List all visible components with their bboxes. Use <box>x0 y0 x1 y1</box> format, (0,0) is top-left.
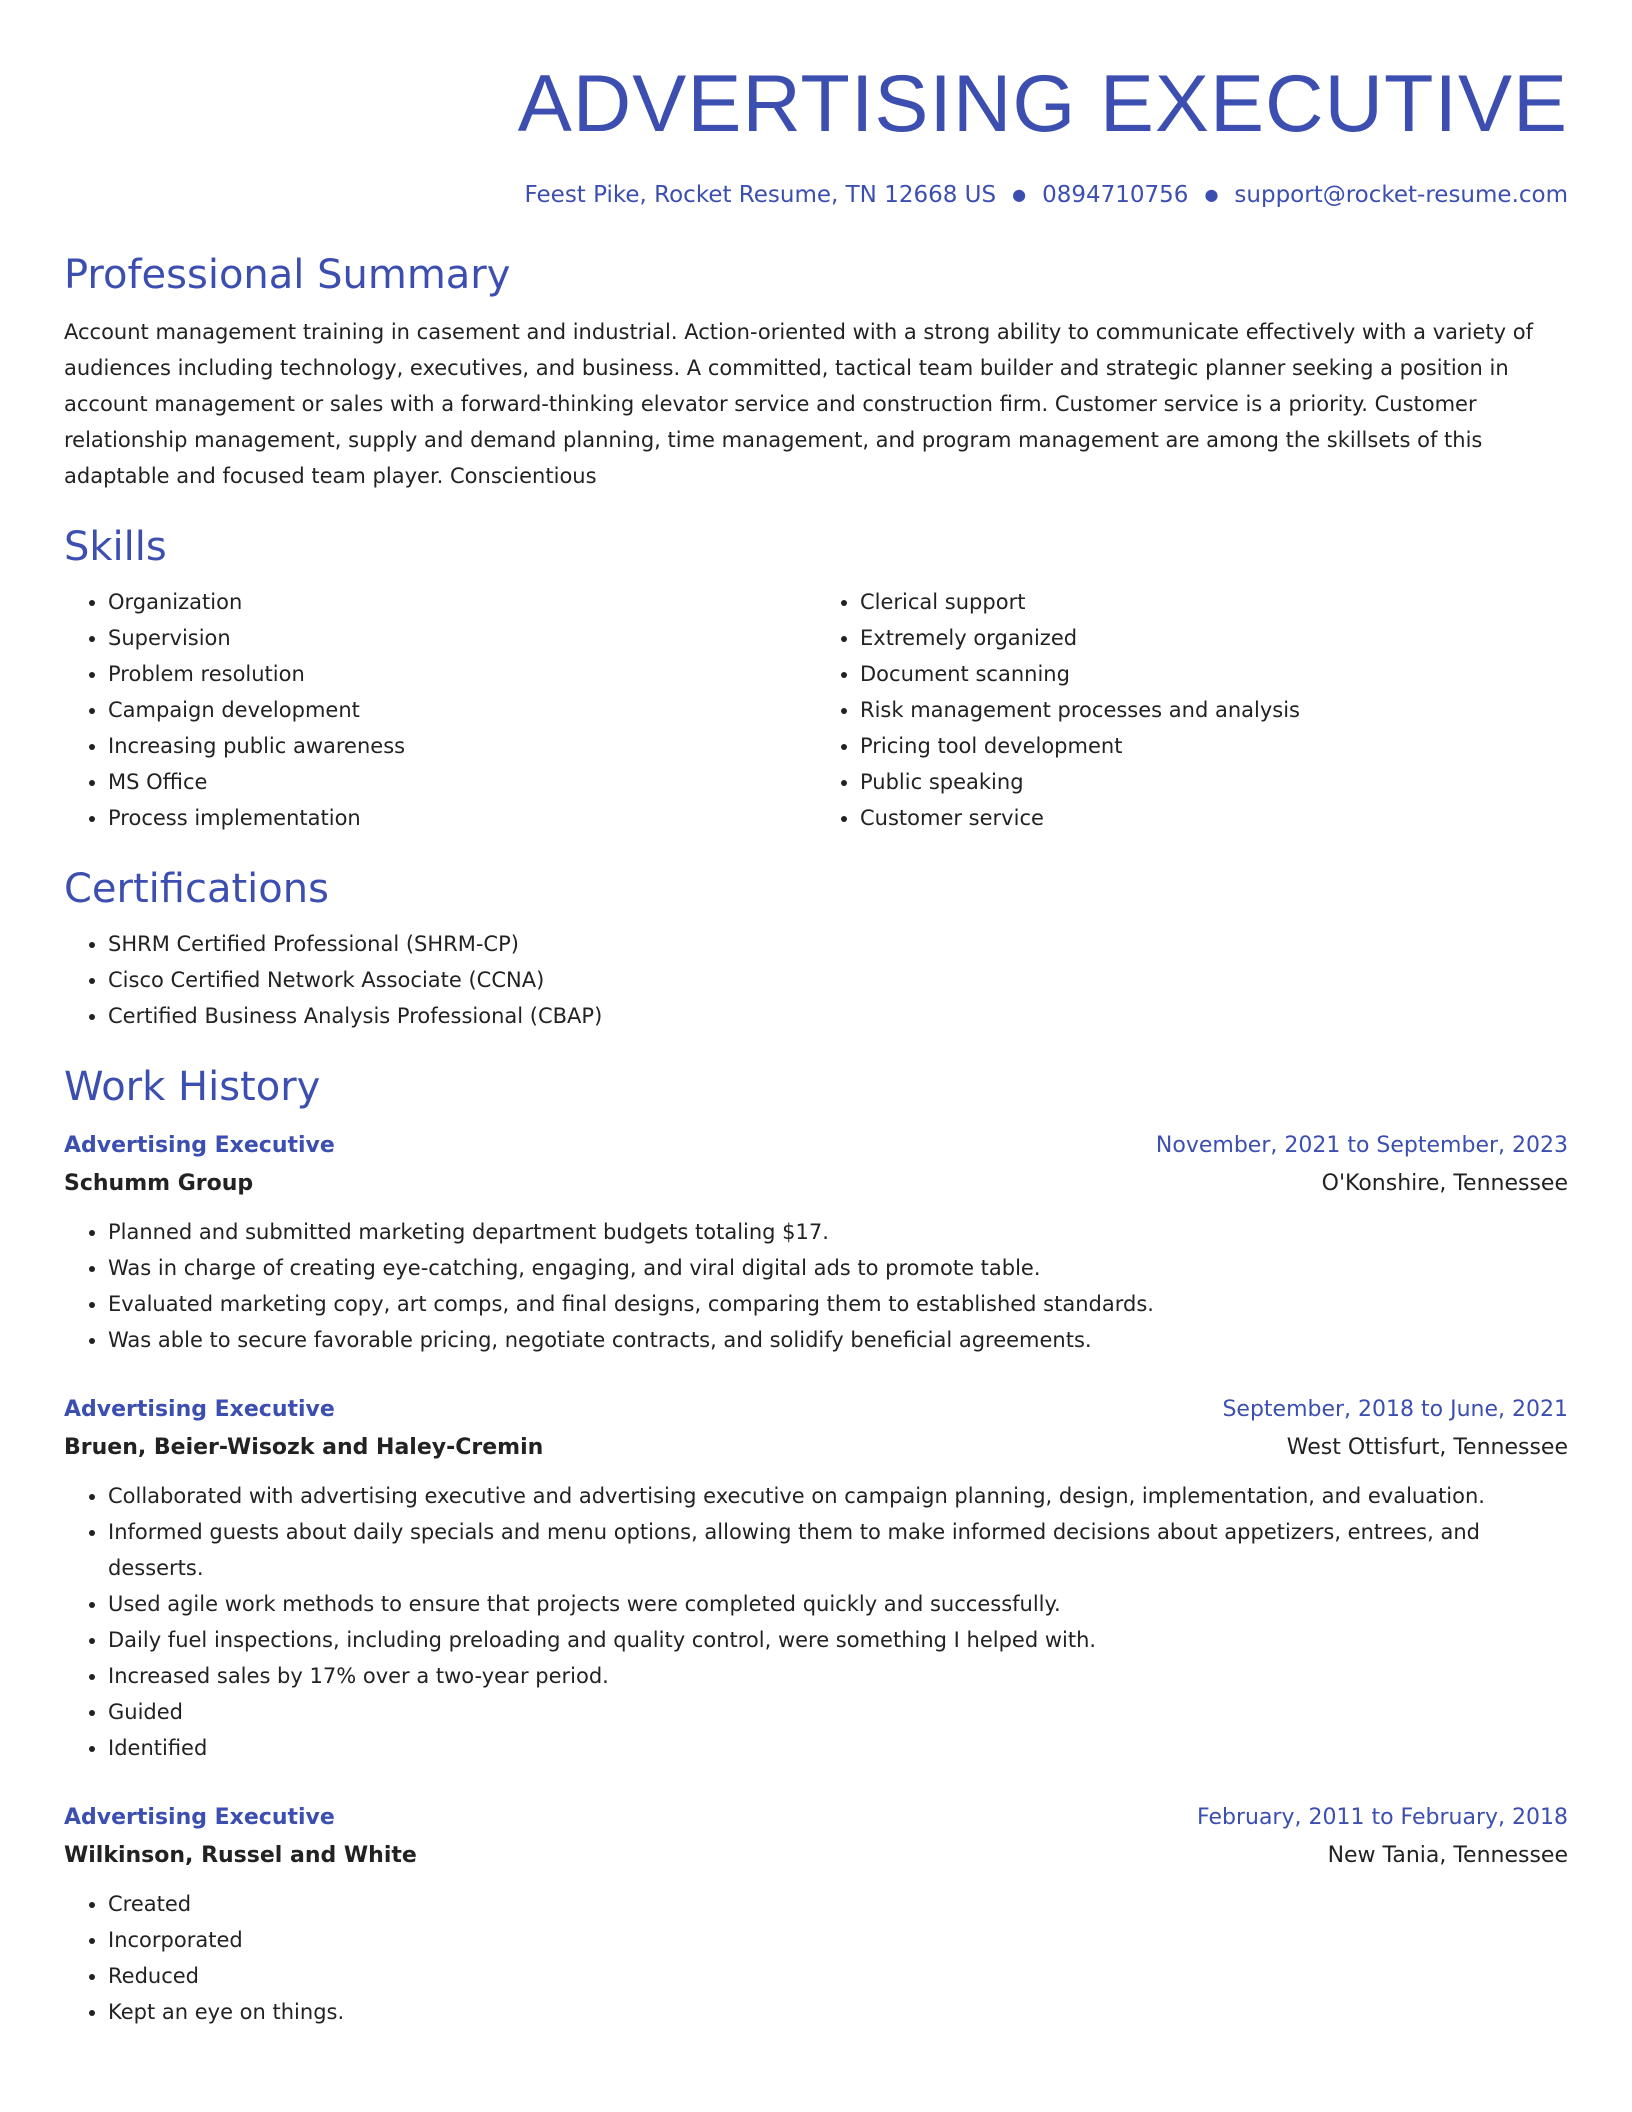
job-company-row <box>64 1836 1568 1876</box>
job-location: New Tania, Tennessee <box>1327 1843 1568 1868</box>
job-title: Advertising Executive <box>64 1805 335 1830</box>
resume-page <box>64 0 1568 2030</box>
job-bullet: • Informed guests about daily specials and menu options, allowing them to make informed decisions about appetizers, entrees, and desserts. <box>108 1514 1568 1586</box>
skill-item: • Pricing tool development <box>860 728 1568 764</box>
job-location: O'Konshire, Tennessee <box>1321 1171 1568 1196</box>
job-bullet: • Used agile work methods to ensure that projects were completed quickly and successfully. <box>108 1586 1568 1622</box>
contact-email: support@rocket-resume.com <box>1234 182 1568 208</box>
section-title-skills: Skills <box>64 524 167 570</box>
job-dates: September, 2018 to June, 2021 <box>1222 1397 1568 1422</box>
contact-phone: 0894710756 <box>1042 182 1189 208</box>
job-bullets <box>64 1214 1568 1358</box>
certification-item: • SHRM Certified Professional (SHRM-CP) <box>108 926 1568 962</box>
skill-item: • Campaign development <box>108 692 816 728</box>
job-dates: November, 2021 to September, 2023 <box>1155 1133 1568 1158</box>
job-company: Bruen, Beier-Wisozk and Haley-Cremin <box>64 1435 544 1460</box>
skill-item: • Customer service <box>860 800 1568 836</box>
job-dates: February, 2011 to February, 2018 <box>1197 1805 1568 1830</box>
job-bullet: • Planned and submitted marketing department budgets totaling $17. <box>108 1214 1568 1250</box>
job-entry <box>64 1800 1568 2030</box>
certification-item: • Certified Business Analysis Professional (CBAP) <box>108 998 1568 1034</box>
job-company-row <box>64 1428 1568 1468</box>
job-bullet: • Incorporated <box>108 1922 1568 1958</box>
contact-address: Feest Pike, Rocket Resume, TN 12668 US <box>524 182 997 208</box>
certification-item: • Cisco Certified Network Associate (CCNA) <box>108 962 1568 998</box>
job-header-row <box>64 1392 1568 1428</box>
job-entry <box>64 1128 1568 1358</box>
job-bullet: • Daily fuel inspections, including preloading and quality control, were something I helped with. <box>108 1622 1568 1658</box>
skill-item: • Extremely organized <box>860 620 1568 656</box>
skills-list-left <box>64 584 816 836</box>
job-title: Advertising Executive <box>64 1133 335 1158</box>
section-title-summary: Professional Summary <box>64 252 511 298</box>
skill-item: • Public speaking <box>860 764 1568 800</box>
skill-item: • Clerical support <box>860 584 1568 620</box>
job-bullet: • Created <box>108 1886 1568 1922</box>
job-entry <box>64 1392 1568 1766</box>
skill-item: • Increasing public awareness <box>108 728 816 764</box>
summary-text: Account management training in casement and industrial. Action-oriented with a strong ability to communicate effectively with a variety of audiences including technology, executives, and business. A committed, tactical team builder and strategic planner seeking a position in account management or sales with a forward-thinking elevator service and construction firm. Customer service is a priority. Customer relationship management, supply and demand planning, time management, and program management are among the skillsets of this adaptable and focused team player. Conscientious <box>64 320 1533 488</box>
job-company: Wilkinson, Russel and White <box>64 1843 417 1868</box>
skill-item: • Risk management processes and analysis <box>860 692 1568 728</box>
candidate-name: ADVERTISING EXECUTIVE <box>517 59 1568 149</box>
job-bullets <box>64 1478 1568 1766</box>
job-bullet: • Evaluated marketing copy, art comps, and final designs, comparing them to established standards. <box>108 1286 1568 1322</box>
job-bullet: • Was in charge of creating eye-catching, engaging, and viral digital ads to promote table. <box>108 1250 1568 1286</box>
job-location: West Ottisfurt, Tennessee <box>1286 1435 1568 1460</box>
skill-item: • Supervision <box>108 620 816 656</box>
job-company: Schumm Group <box>64 1171 254 1196</box>
job-bullet: • Kept an eye on things. <box>108 1994 1568 2030</box>
section-title-certifications: Certifications <box>64 866 329 912</box>
skills-columns <box>64 584 1568 836</box>
job-bullet: • Increased sales by 17% over a two-year period. <box>108 1658 1568 1694</box>
job-bullet: • Was able to secure favorable pricing, negotiate contracts, and solidify beneficial agreements. <box>108 1322 1568 1358</box>
bullet-separator: ● <box>1012 185 1027 204</box>
job-bullet: • Collaborated with advertising executive and advertising executive on campaign planning, design, implementation, and evaluation. <box>108 1478 1568 1514</box>
skill-item: • Organization <box>108 584 816 620</box>
job-header-row <box>64 1128 1568 1164</box>
bullet-separator: ● <box>1204 185 1219 204</box>
section-title-work-history: Work History <box>64 1064 321 1110</box>
job-bullet: • Identified <box>108 1730 1568 1766</box>
certifications-list <box>64 926 1568 1034</box>
contact-line <box>64 180 1568 210</box>
job-bullet: • Reduced <box>108 1958 1568 1994</box>
skill-item: • Document scanning <box>860 656 1568 692</box>
job-bullet: • Guided <box>108 1694 1568 1730</box>
job-company-row <box>64 1164 1568 1204</box>
skill-item: • MS Office <box>108 764 816 800</box>
skills-list-right <box>816 584 1568 836</box>
job-bullets <box>64 1886 1568 2030</box>
skill-item: • Process implementation <box>108 800 816 836</box>
skill-item: • Problem resolution <box>108 656 816 692</box>
job-header-row <box>64 1800 1568 1836</box>
job-title: Advertising Executive <box>64 1397 335 1422</box>
